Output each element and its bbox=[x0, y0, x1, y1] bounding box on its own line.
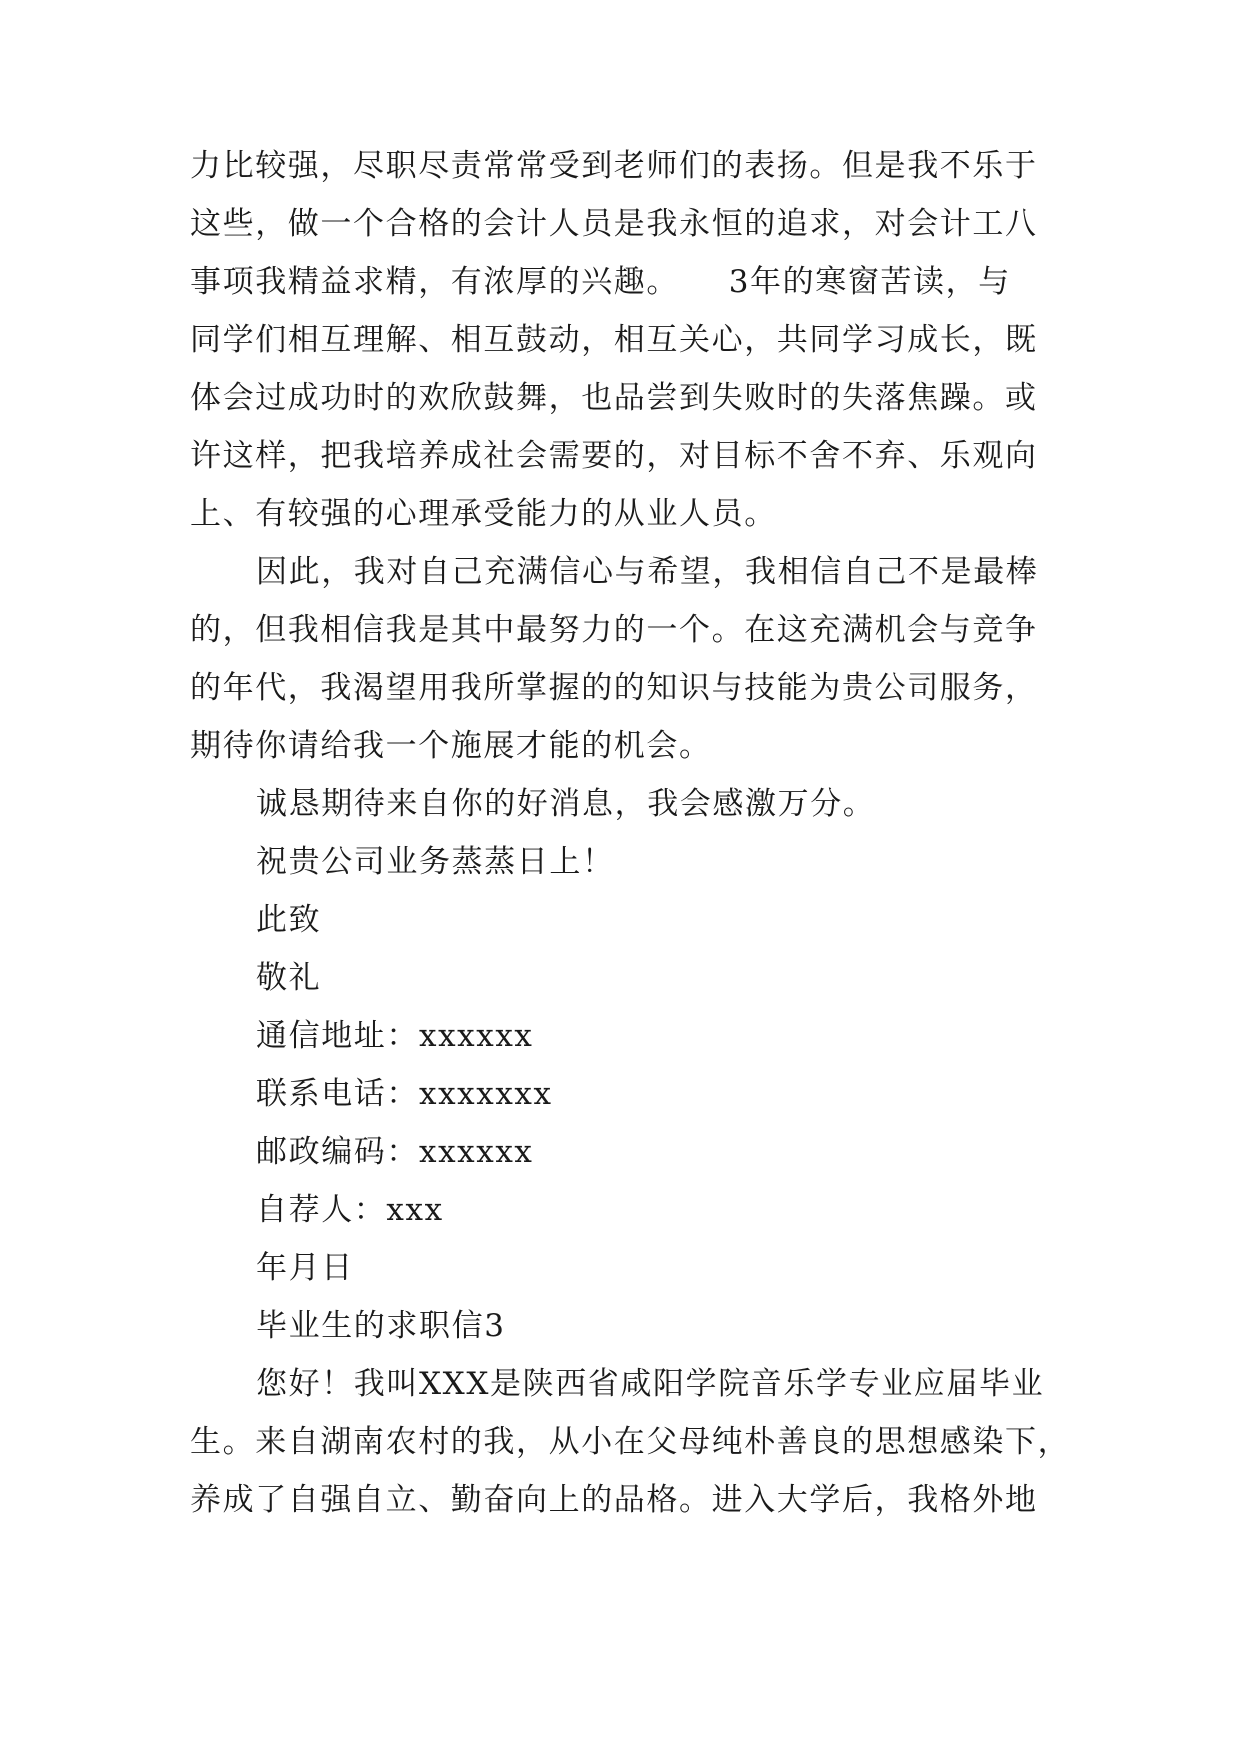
body-text-line: 上、有较强的心理承受能力的从业人员。 bbox=[190, 496, 777, 532]
salutation-line: 此致 bbox=[256, 902, 322, 938]
closing-sentence: 诚恳期待来自你的好消息，我会感激万分。 bbox=[256, 786, 876, 822]
postal-code-line: 邮政编码：xxxxxx bbox=[256, 1134, 534, 1170]
signature-line: 自荐人：xxx bbox=[256, 1192, 444, 1228]
body-text-line: 同学们相互理解、相互鼓动，相互关心，共同学习成长，既 bbox=[190, 322, 1038, 358]
body-text-line: 养成了自强自立、勤奋向上的品格。进入大学后，我格外地 bbox=[190, 1482, 1038, 1518]
address-line: 通信地址：xxxxxx bbox=[256, 1018, 534, 1054]
body-text-line: 许这样，把我培养成社会需要的，对目标不舍不弃、乐观向 bbox=[190, 438, 1038, 474]
body-text-line: 的年代，我渴望用我所掌握的的知识与技能为贵公司服务， bbox=[190, 670, 1038, 706]
section-title: 毕业生的求职信3 bbox=[256, 1308, 506, 1344]
body-text-line: 生。来自湖南农村的我，从小在父母纯朴善良的思想感染下， bbox=[190, 1424, 1071, 1460]
wishes-line: 祝贵公司业务蒸蒸日上！ bbox=[256, 844, 615, 880]
salutation-line: 敬礼 bbox=[256, 960, 322, 996]
body-text-line: 事项我精益求精，有浓厚的兴趣。 3年的寒窗苦读，与 bbox=[190, 264, 1011, 300]
date-line: 年月日 bbox=[256, 1250, 354, 1286]
body-text-line: 力比较强，尽职尽责常常受到老师们的表扬。但是我不乐于 bbox=[190, 148, 1038, 184]
body-text-line: 这些，做一个合格的会计人员是我永恒的追求，对会计工八 bbox=[190, 206, 1038, 242]
paragraph-first-line: 因此，我对自己充满信心与希望，我相信自己不是最棒 bbox=[256, 554, 1039, 590]
body-text-line: 体会过成功时的欢欣鼓舞，也品尝到失败时的失落焦躁。或 bbox=[190, 380, 1038, 416]
paragraph-first-line: 您好！我叫XXX是陕西省咸阳学院音乐学专业应届毕业 bbox=[256, 1366, 1045, 1402]
phone-line: 联系电话：xxxxxxx bbox=[256, 1076, 553, 1112]
body-text-line: 的，但我相信我是其中最努力的一个。在这充满机会与竞争 bbox=[190, 612, 1038, 648]
body-text-line: 期待你请给我一个施展才能的机会。 bbox=[190, 728, 712, 764]
